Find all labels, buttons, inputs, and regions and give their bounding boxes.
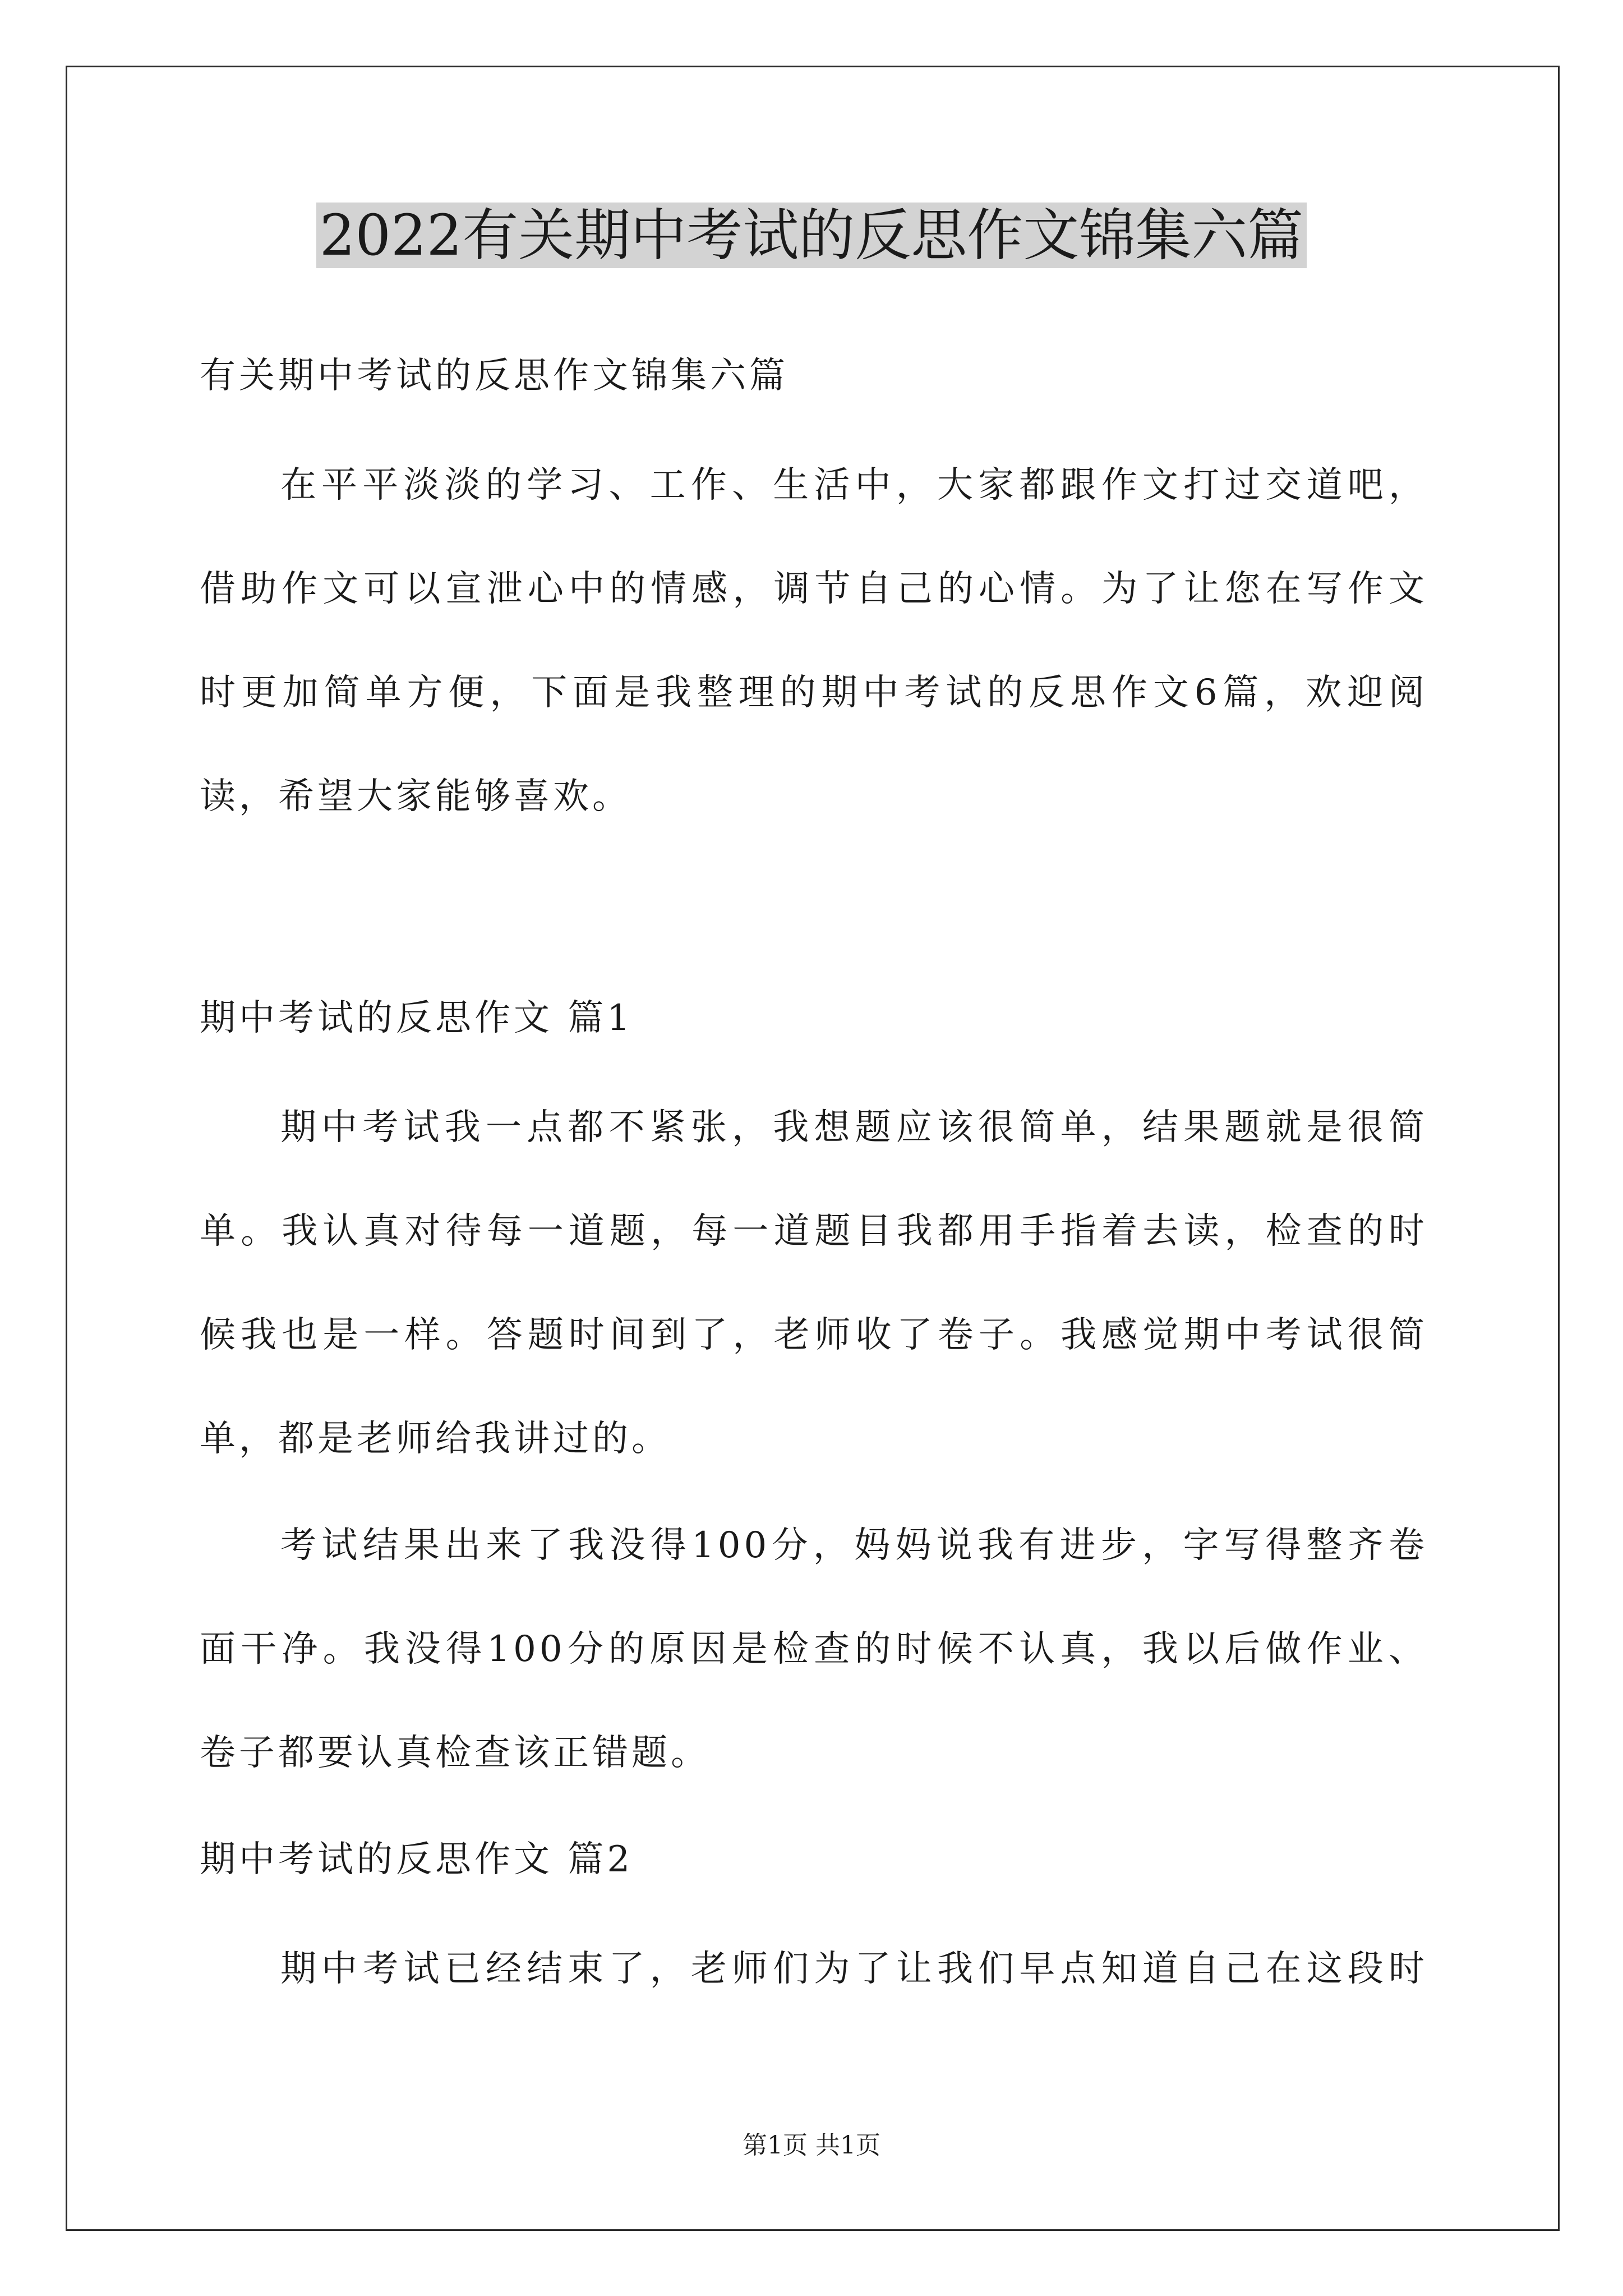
- intro-line: 时更加简单方便，下面是我整理的期中考试的反思作文6篇，欢迎阅: [200, 672, 1428, 714]
- section-2-heading: 期中考试的反思作文 篇2: [200, 1839, 634, 1880]
- section-1-heading: 期中考试的反思作文 篇1: [200, 997, 634, 1039]
- document-title: [0, 196, 1623, 275]
- intro-line: 借助作文可以宣泄心中的情感，调节自己的心情。为了让您在写作文: [200, 568, 1428, 610]
- section-1-para-2-line: 面干净。我没得100分的原因是检查的时候不认真，我以后做作业、: [200, 1628, 1428, 1670]
- intro-line: 在平平淡淡的学习、工作、生活中，大家都跟作文打过交道吧，: [280, 464, 1428, 506]
- section-1-para-2-line: 考试结果出来了我没得100分，妈妈说我有进步，字写得整齐卷: [280, 1525, 1428, 1566]
- section-1-para-2-line: 卷子都要认真检查该正错题。: [200, 1732, 710, 1774]
- intro-line: 读，希望大家能够喜欢。: [200, 776, 631, 817]
- section-1-para-1-line: 候我也是一样。答题时间到了，老师收了卷子。我感觉期中考试很简: [200, 1314, 1428, 1356]
- page-footer: 第1页 共1页: [743, 2131, 880, 2160]
- section-2-para-1-line: 期中考试已经结束了，老师们为了让我们早点知道自己在这段时: [280, 1948, 1428, 1990]
- document-title-text: 2022有关期中考试的反思作文锦集六篇: [316, 203, 1307, 268]
- section-1-para-1-line: 单，都是老师给我讲过的。: [200, 1418, 671, 1460]
- section-1-para-1-line: 单。我认真对待每一道题，每一道题目我都用手指着去读，检查的时: [200, 1211, 1428, 1252]
- section-1-para-1-line: 期中考试我一点都不紧张，我想题应该很简单，结果题就是很简: [280, 1107, 1428, 1148]
- document-subtitle: 有关期中考试的反思作文锦集六篇: [200, 355, 789, 397]
